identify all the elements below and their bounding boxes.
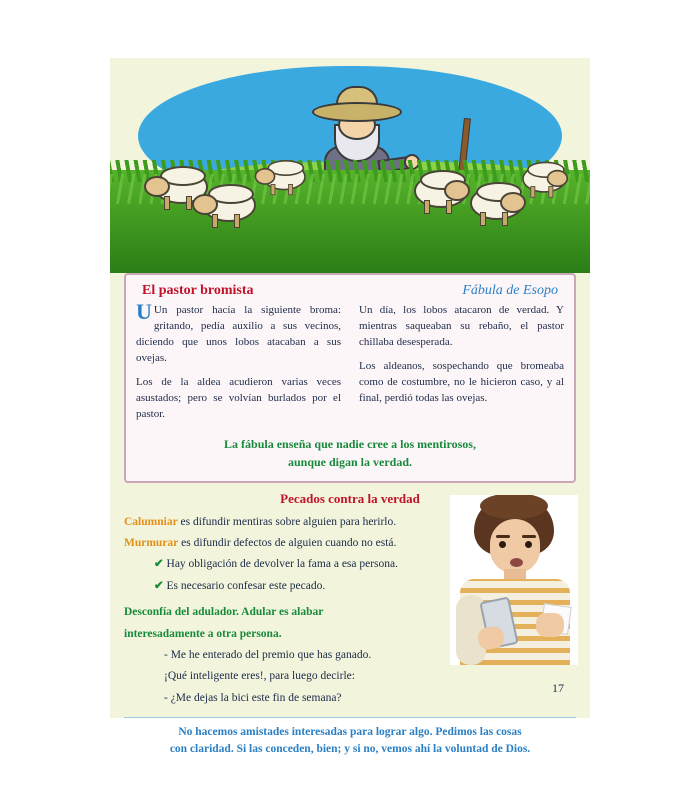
lesson-keyword: Calumniar	[124, 515, 178, 528]
conclusion-line-1: No hacemos amistades interesadas para lograr algo. Pedimos las cosas	[178, 726, 522, 739]
lesson-bullet-text: Es necesario confesar este pecado.	[166, 579, 326, 592]
dropcap: U	[136, 299, 152, 324]
lesson-title: Pecados contra la verdad	[280, 490, 420, 506]
fable-header	[136, 283, 564, 303]
sheep-figure	[194, 182, 256, 226]
dialogue-line: ¡Qué inteligente eres!, para luego decirle:	[164, 670, 355, 683]
page-number: 17	[552, 681, 564, 695]
fable-paragraph: Un día, los lobos atacaron de verdad. Y mientras saqueaban su rebaño, el pastor chillaba desesperada.	[359, 304, 564, 348]
check-icon: ✔	[154, 579, 164, 592]
lesson-keyword: Murmurar	[124, 536, 179, 549]
fable-columns	[136, 299, 564, 431]
conclusion-line-2: con claridad. Si las conceden, bien; y si no, vemos ahí la voluntad de Dios.	[169, 743, 531, 756]
fable-paragraph: Los de la aldea acudieron varias veces asustados; pero se volvían burlados por el pastor.	[136, 375, 341, 420]
dialogue-line: - ¿Me dejas la bici este fin de semana?	[164, 691, 342, 704]
fable-title: El pastor bromista	[142, 283, 254, 298]
lesson-section	[124, 491, 576, 708]
fable-moral	[136, 435, 564, 471]
adulator-text-1: Desconfía del adulador. Adular es alabar	[124, 606, 324, 619]
sheep-figure	[516, 160, 567, 196]
book-page	[110, 58, 590, 756]
lesson-item-text: es difundir defectos de alguien cuando no está.	[178, 536, 397, 549]
conclusion-box	[124, 717, 576, 759]
fable-paragraph-text: Un pastor hacía la siguiente broma: gritando, pedía auxilio a sus vecinos, diciendo que unos lobos atacaban a sus ovejas.	[136, 304, 341, 364]
sheep-figure	[406, 168, 468, 212]
moral-line-1: La fábula enseña que nadie cree a los mentirosos,	[224, 436, 476, 451]
lesson-bullet-text: Hay obligación de devolver la fama a esa persona.	[166, 558, 399, 571]
fable-column-right	[359, 303, 564, 431]
check-icon: ✔	[154, 558, 164, 571]
illustration	[110, 58, 590, 273]
fable-paragraph: Los aldeanos, sospechando que bromeaba como de costumbre, no le hicieron caso, y al final, perdió todas las ovejas.	[359, 359, 564, 404]
dialogue-line: - Me he enterado del premio que has ganado.	[164, 648, 372, 661]
fable-box	[124, 273, 576, 483]
lesson-item-text: es difundir mentiras sobre alguien para herirlo.	[177, 515, 397, 528]
teen-photo	[450, 495, 578, 665]
sheep-figure	[256, 158, 306, 193]
adulator-text-2: interesadamente a otra persona.	[124, 627, 282, 640]
moral-line-2: aunque digan la verdad.	[287, 454, 413, 469]
fable-paragraph	[136, 299, 341, 367]
fable-column-left	[136, 299, 341, 431]
shepherd-hat-brim	[312, 102, 402, 122]
fable-source: Fábula de Esopo	[462, 283, 558, 298]
